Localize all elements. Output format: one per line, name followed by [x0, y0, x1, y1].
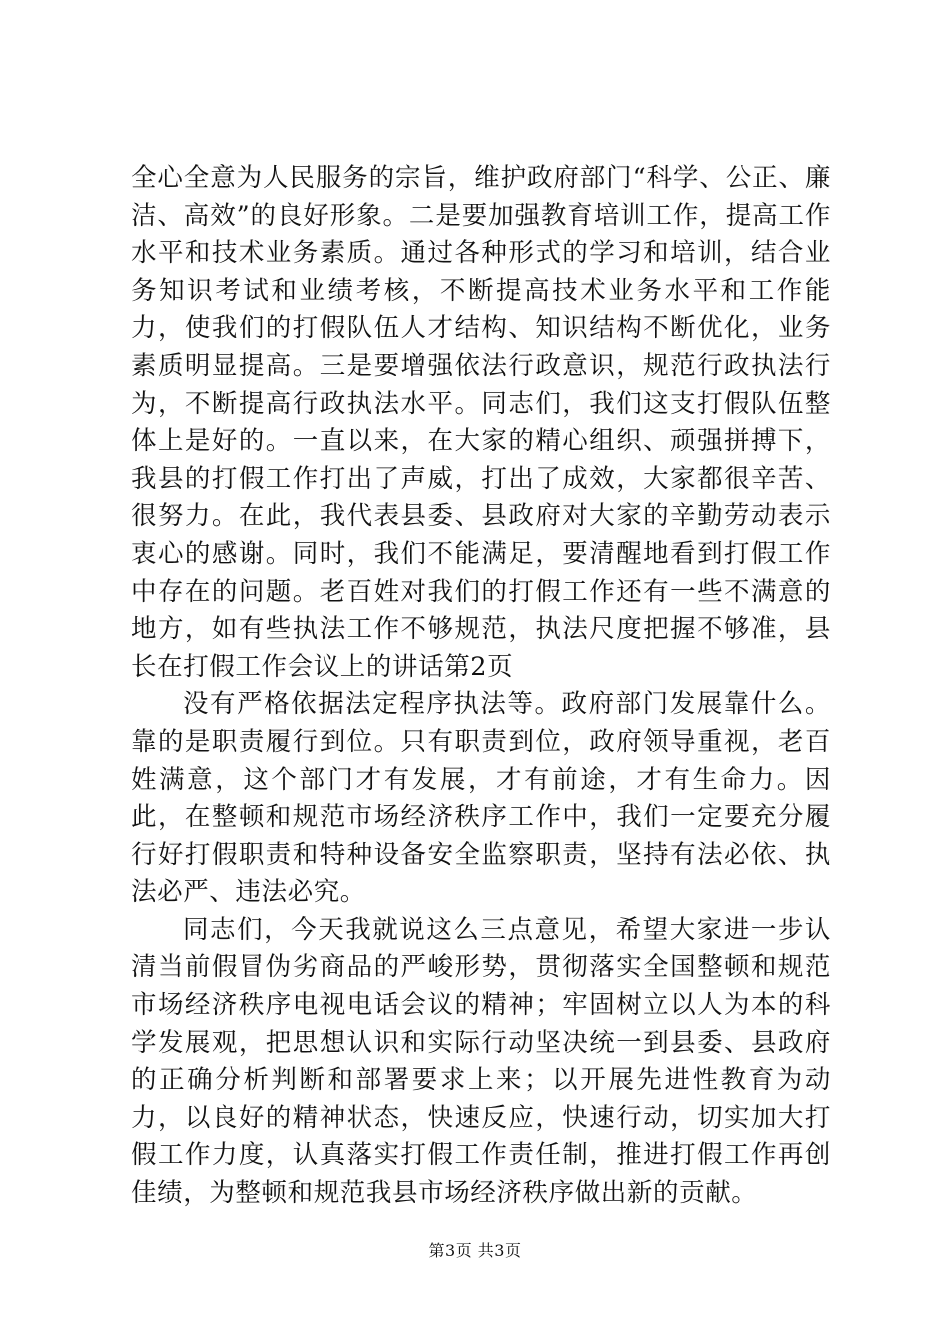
paragraph-3: 同志们，今天我就说这么三点意见，希望大家进一步认清当前假冒伪劣商品的严峻形势，贯彻落实全国整顿和规范市场经济秩序电视电话会议的精神；牢固树立以人为本的科学发展观，把思想认识和实际行动坚决统一到县委、县政府的正确分析判断和部署要求上来；以开展先进性教育为动力，以良好的精神状态，快速反应，快速行动，切实加大打假工作力度，认真落实打假工作责任制，推进打假工作再创佳绩，为整顿和规范我县市场经济秩序做出新的贡献。 — [131, 914, 831, 1209]
document-body — [131, 160, 831, 1213]
page-number-footer: 第3页 共3页 — [428, 1241, 522, 1260]
paragraph-1: 全心全意为人民服务的宗旨，维护政府部门“科学、公正、廉洁、高效”的良好形象。二是要加强教育培训工作，提高工作水平和技术业务素质。通过各种形式的学习和培训，结合业务知识考试和业绩考核，不断提高技术业务水平和工作能力，使我们的打假队伍人才结构、知识结构不断优化，业务素质明显提高。三是要增强依法行政意识，规范行政执法行为，不断提高行政执法水平。同志们，我们这支打假队伍整体上是好的。一直以来，在大家的精心组织、顽强拼搏下，我县的打假工作打出了声威，打出了成效，大家都很辛苦、很努力。在此，我代表县委、县政府对大家的辛勤劳动表示衷心的感谢。同时，我们不能满足，要清醒地看到打假工作中存在的问题。老百姓对我们的打假工作还有一些不满意的地方，如有些执法工作不够规范，执法尺度把握不够准，县长在打假工作会议上的讲话第2页 — [131, 163, 831, 682]
paragraph-2: 没有严格依据法定程序执法等。政府部门发展靠什么。靠的是职责履行到位。只有职责到位，政府领导重视，老百姓满意，这个部门才有发展，才有前途，才有生命力。因此，在整顿和规范市场经济秩序工作中，我们一定要充分履行好打假职责和特种设备安全监察职责，坚持有法必依、执法必严、违法必究。 — [131, 689, 831, 908]
